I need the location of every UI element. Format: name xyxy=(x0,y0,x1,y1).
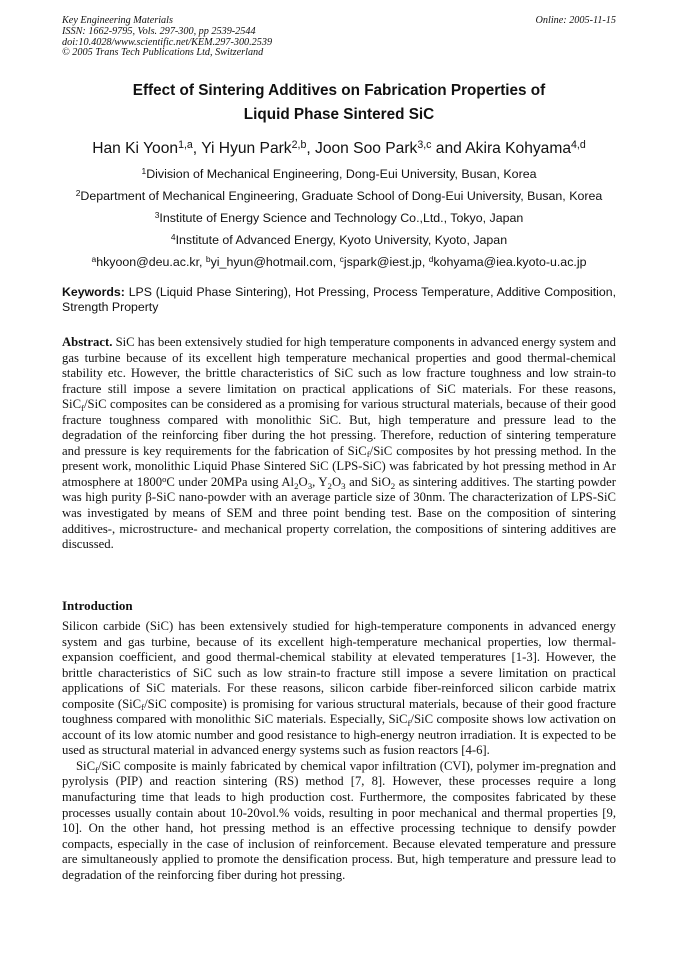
title-line-1: Effect of Sintering Additives on Fabrication Properties of xyxy=(132,82,546,99)
author-affiliation-mark: 2,b xyxy=(291,138,307,151)
subscript: 2 xyxy=(294,480,299,491)
affiliation-mark: 3 xyxy=(154,209,160,220)
subscript: f xyxy=(366,449,370,460)
email-address[interactable]: hkyoon@deu.ac.kr xyxy=(96,255,200,269)
abstract-text: , Y xyxy=(312,474,328,489)
affiliation-list xyxy=(40,164,638,274)
paragraph-text: SiC xyxy=(76,758,96,773)
abstract-text: /SiC composites can be considered as a promising for various structural materials, because of their good fracture toughness compared with monolithic SiC. But, high temperature and pressure lead to the degradation of the reinforcing fiber during the hot pressing. Therefore, reduction of sintering temperature and pressure is key requirements for the fabrication of SiC xyxy=(62,397,616,458)
author-name: Yi Hyun Park xyxy=(201,140,292,157)
affiliation xyxy=(40,208,638,230)
subscript: 3 xyxy=(341,480,346,491)
degree-mark: o xyxy=(162,473,167,484)
abstract-text: and SiO xyxy=(345,474,391,489)
email-mark: c xyxy=(339,253,344,264)
subscript: 2 xyxy=(327,480,332,491)
abstract-text: O xyxy=(331,474,342,489)
affiliation-mark: 4 xyxy=(170,231,176,242)
email-mark: a xyxy=(91,253,97,264)
affiliation-mark: 2 xyxy=(75,187,81,198)
online-date: Online: 2005-11-15 xyxy=(535,15,616,26)
journal-name: Key Engineering Materials xyxy=(62,15,173,26)
author-name: Han Ki Yoon xyxy=(92,140,179,157)
author-name: Joon Soo Park xyxy=(315,140,418,157)
affiliation-text: Department of Mechanical Engineering, Graduate School of Dong-Eui University, Busan, Korea xyxy=(80,189,603,203)
abstract-text: C under 20MPa using Al xyxy=(166,474,295,489)
affiliation-mark: 1 xyxy=(141,165,147,176)
email-address[interactable]: jspark@iest.jp xyxy=(343,255,422,269)
section-heading-introduction: Introduction xyxy=(62,598,133,613)
subscript: f xyxy=(407,717,411,728)
paragraph-text: /SiC composite) is promising for various structural materials, because of their good fracture toughness compared with monolithic SiC materials. Especially, SiC xyxy=(62,696,617,727)
keywords-label: Keywords: xyxy=(62,285,125,299)
paragraph-text: /SiC composite shows low activation on account of its low atomic number and good resistance to high-energy neutron irradiation. It is expected to be used as structural material in advanced energy systems such as fusion reactors [4-6]. xyxy=(62,712,616,758)
paper-title xyxy=(62,79,616,127)
paragraph xyxy=(62,759,616,883)
subscript: f xyxy=(95,764,99,775)
affiliation xyxy=(40,230,638,252)
affiliation xyxy=(40,186,638,208)
author-affiliation-mark: 1,a xyxy=(178,138,193,151)
affiliation-text: Institute of Advanced Energy, Kyoto University, Kyoto, Japan xyxy=(175,233,508,247)
introduction-body xyxy=(62,619,616,883)
subscript: 3 xyxy=(307,480,313,491)
keywords-block xyxy=(62,285,616,315)
copyright-line: © 2005 Trans Tech Publications Ltd, Switzerland xyxy=(62,47,264,59)
keywords-text: LPS (Liquid Phase Sintering), Hot Pressing, Process Temperature, Additive Composition, Strength Property xyxy=(62,285,616,314)
paragraph-text: /SiC composite is mainly fabricated by chemical vapor infiltration (CVI), polymer im-pregnation and pyrolysis (PIP) and reaction sintering (RS) method [7, 8]. However, these processes require a long manufacturing time that leads to high production cost. Furthermore, the composites fabricated by these processes usually contain about 10-20vol.% voids, resulting in poor mechanical and thermal properties [9, 10]. On the other hand, hot pressing method is an effective processing technique to densify powder compacts, especially in the case of inclusion of reinforcement. Because elevated temperature and pressure are simultaneously applied to promote the densification process. But, high temperature and pressure lead to degradation of the reinforcing fiber during hot pressing. xyxy=(62,758,616,882)
paragraph xyxy=(62,619,616,759)
author-list xyxy=(40,139,638,159)
abstract-text: /SiC composites by hot pressing method. In the present work, monolithic Liquid Phase Sintered SiC (LPS-SiC) was fabricated by hot pressing method in Ar atmosphere at 1800 xyxy=(62,443,616,489)
doi-line: doi:10.4028/www.scientific.net/KEM.297-300.2539 xyxy=(62,36,273,48)
abstract-block xyxy=(62,335,616,553)
abstract-label: Abstract. xyxy=(62,335,113,349)
paragraph-text: Silicon carbide (SiC) has been extensively studied for high-temperature components in advanced energy system and gas turbine, because of its excellent high-temperature mechanical properties, low thermal-expansion coefficient, and good thermal-chemical stability at elevated temperatures [1-3]. However, the brittle characteristics of SiC such as low strain-to fracture still impose a severe limitation on practical applications of SiC materials. For these reasons, silicon carbide fiber-reinforced silicon carbide matrix composite (SiC xyxy=(62,619,616,711)
subscript: f xyxy=(141,702,145,713)
abstract-text: SiC has been extensively studied for high temperature components in advanced energy system and gas turbine because of its excellent high temperature mechanical properties and good thermal-chemical stability etc. However, the brittle characteristics of SiC such as low fracture toughness and low strain-to fracture still impose a severe limitation on practical applications of SiC materials. For these reasons, SiC xyxy=(62,335,616,412)
affiliation xyxy=(40,164,638,186)
abstract-text: O xyxy=(298,474,308,489)
affiliation-text: Institute of Energy Science and Technology Co.,Ltd., Tokyo, Japan xyxy=(159,211,524,225)
issn-line: ISSN: 1662-9795, Vols. 297-300, pp 2539-2544 xyxy=(62,25,256,37)
email-address[interactable]: kohyama@iea.kyoto-u.ac.jp xyxy=(433,255,587,269)
email-mark: d xyxy=(428,253,434,264)
author-separator: , xyxy=(192,140,202,157)
author-affiliation-mark: 4,d xyxy=(571,138,586,151)
affiliation-text: Division of Mechanical Engineering, Dong-Eui University, Busan, Korea xyxy=(146,167,537,181)
title-line-2: Liquid Phase Sintered SiC xyxy=(243,106,435,123)
author-and: and xyxy=(431,140,466,157)
abstract-text: as sintering additives. The starting powder was high purity β-SiC nano-powder with an average particle size of 30nm. The characterization of LPS-SiC was investigated by means of SEM and three point bending test. Base on the composition of sintering additives-, microstructure- and mechanical property correlation, the compositions of sintering additives are discussed. xyxy=(62,474,616,552)
email-address[interactable]: yi_hyun@hotmail.com xyxy=(210,255,333,269)
email-line: $^a$hkyoon@deu.ac.kr, $^b$yi_hyun@hotmail.com, $^c$jspark@iest.jp, $^d$kohyama@iea.kyoto-u.ac.jp xyxy=(91,253,587,269)
author-affiliation-mark: 3,c xyxy=(417,138,432,151)
subscript: 2 xyxy=(390,480,396,491)
subscript: f xyxy=(81,402,85,413)
journal-header xyxy=(62,16,616,59)
author-separator: , xyxy=(306,140,316,157)
email-mark: b xyxy=(205,253,211,264)
author-name: Akira Kohyama xyxy=(465,140,572,157)
